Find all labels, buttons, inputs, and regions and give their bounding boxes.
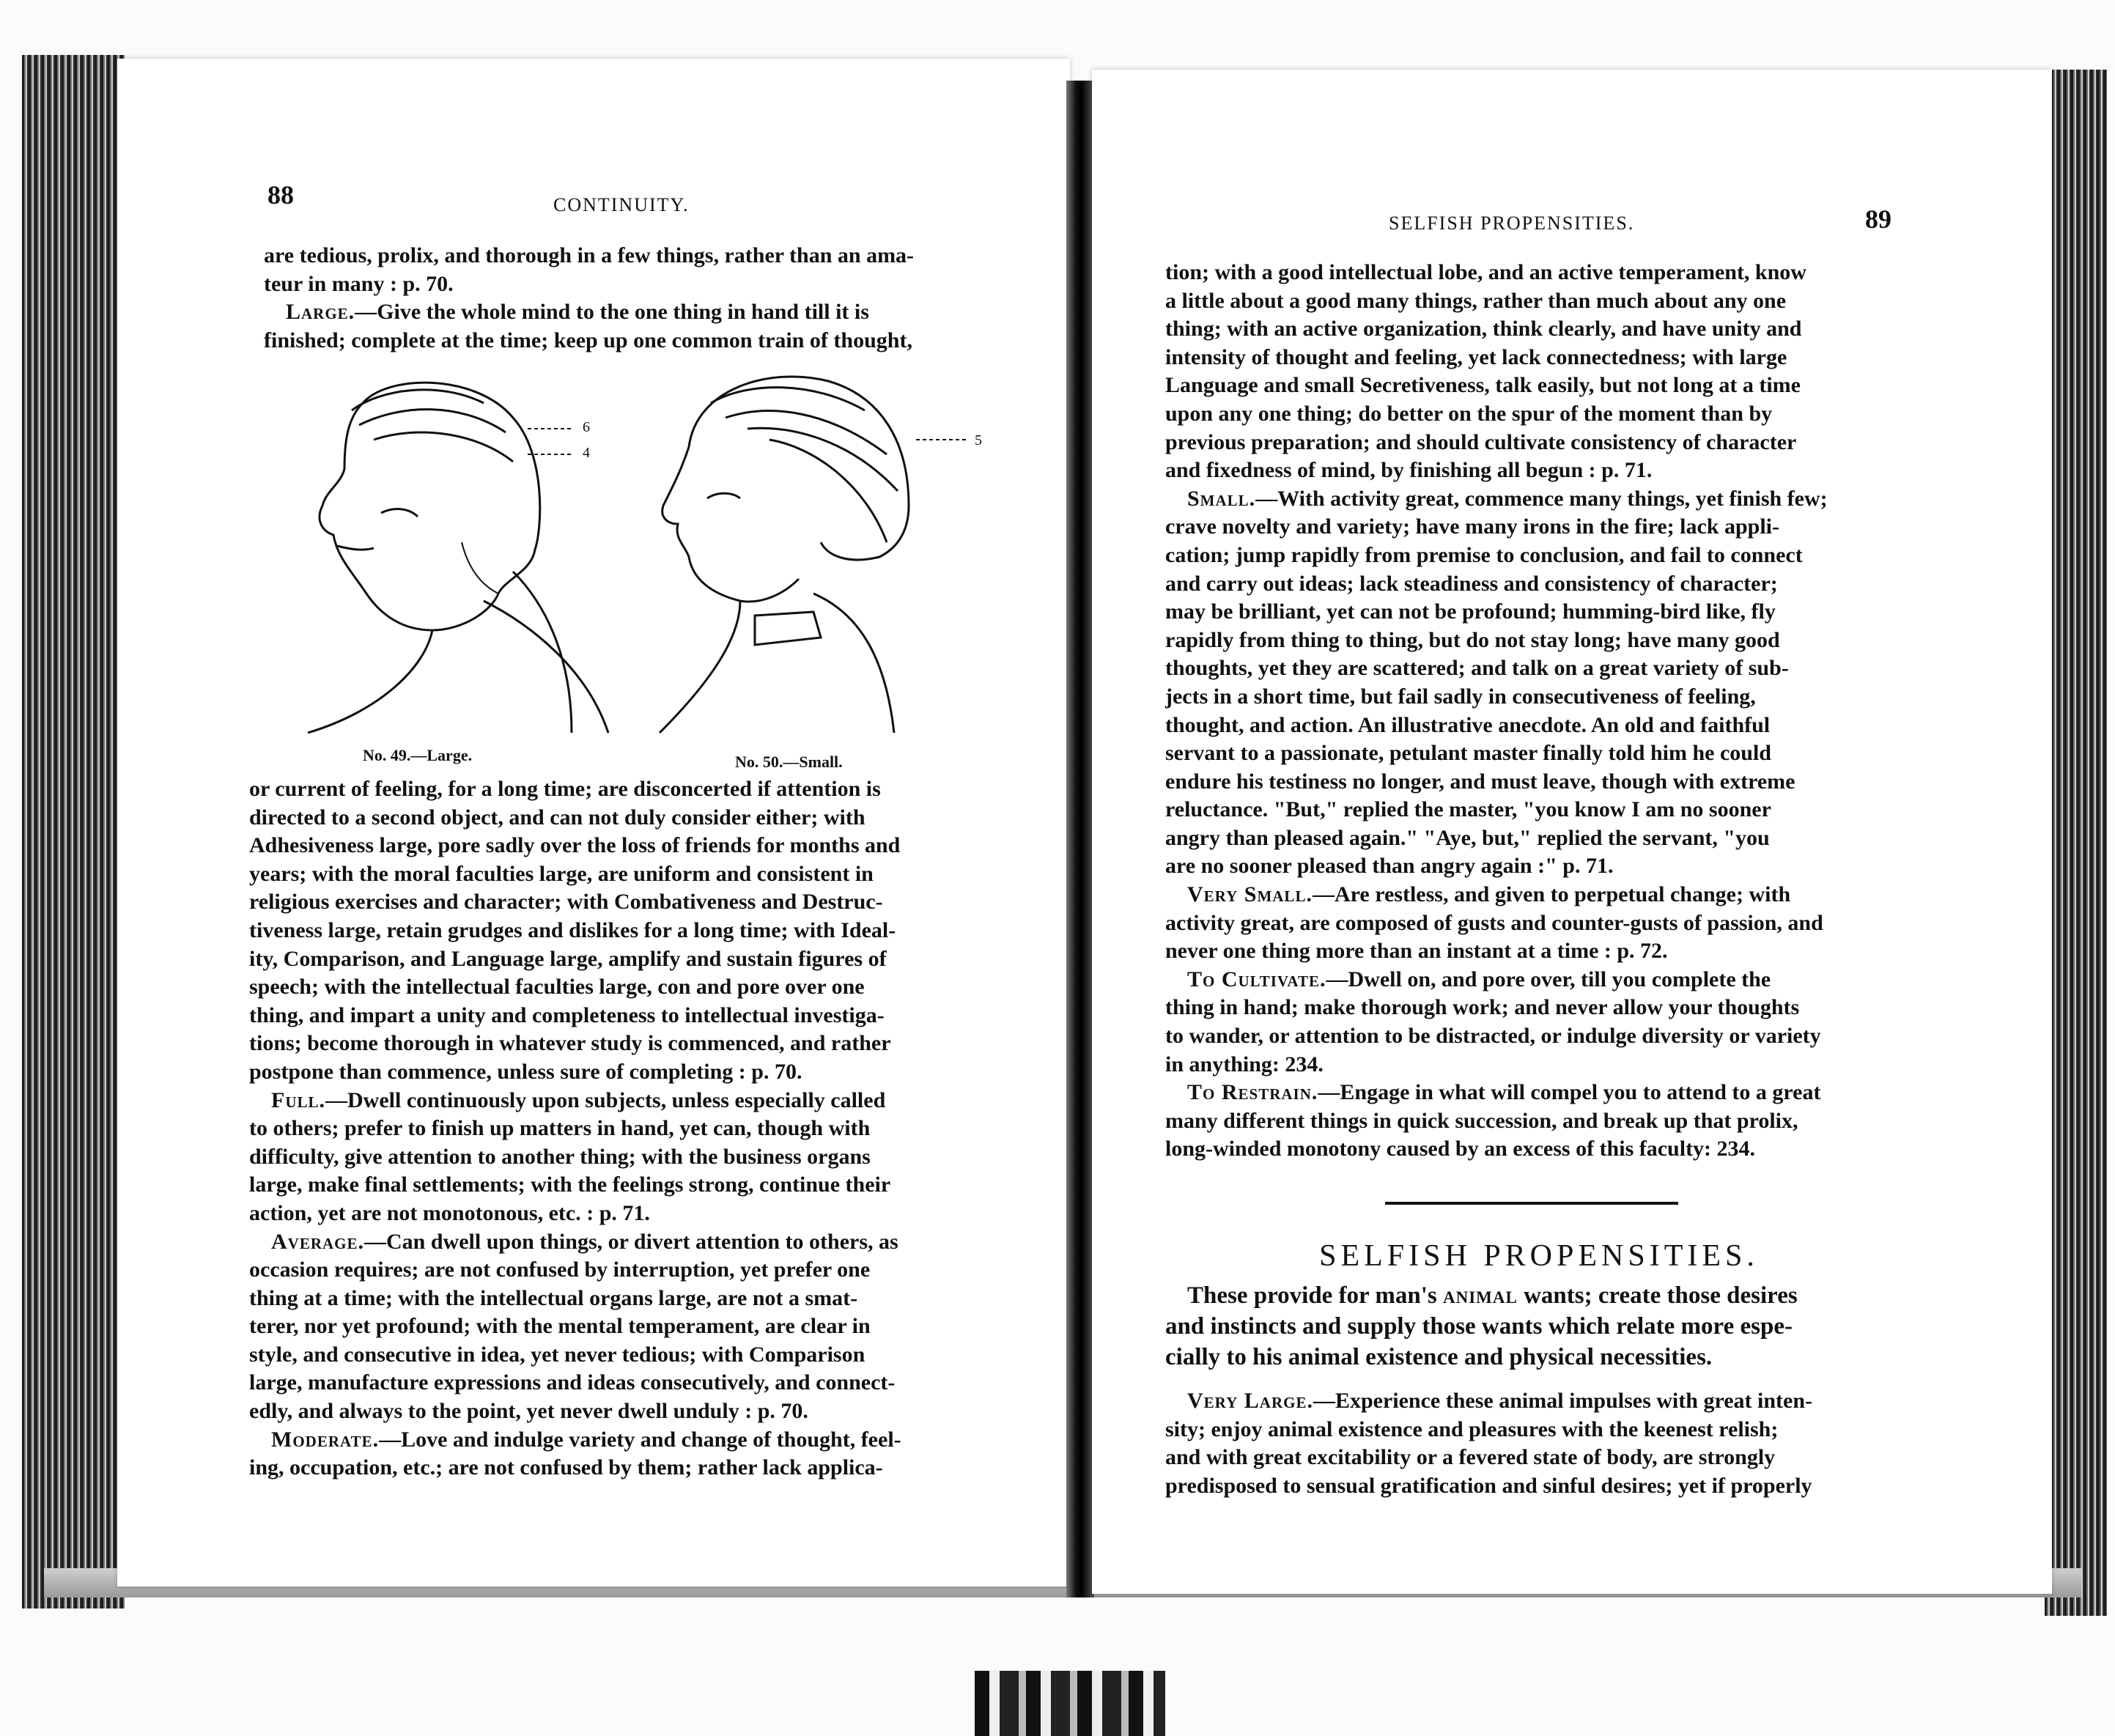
profile-large-illustration <box>308 383 608 733</box>
text-line: angry than pleased again." "Aye, but," replied the servant, "you <box>1165 825 1770 850</box>
text-line: a little about a good many things, rather than much about any one <box>1165 288 1787 313</box>
text-line: or current of feeling, for a long time; are disconcerted if attention is <box>249 777 881 801</box>
text-line: ity, Comparison, and Language large, amplify and sustain figures of <box>249 946 887 971</box>
text-line: in anything: 234. <box>1165 1052 1324 1076</box>
text-line: finished; complete at the time; keep up one common train of thought, <box>264 328 912 352</box>
figure-caption-small: No. 50.—Small. <box>735 753 843 771</box>
text-line: servant to a passionate, petulant master finally told him he could <box>1165 741 1771 766</box>
text-line: thought, and action. An illustrative anecdote. An old and faithful <box>1165 712 1771 737</box>
text-line: occasion requires; are not confused by interruption, yet prefer one <box>249 1257 871 1282</box>
text-line: never one thing more than an instant at a time : p. 72. <box>1165 939 1668 964</box>
left-top-paragraph <box>264 242 993 355</box>
text-line: tions; become thorough in whatever study is commenced, and rather <box>249 1031 891 1056</box>
text-line: previous preparation; and should cultivate consistency of character <box>1165 429 1797 454</box>
text-line: reluctance. "But," replied the master, "you know I am no sooner <box>1165 797 1771 822</box>
text-line: tion; with a good intellectual lobe, and an active temperament, know <box>1165 260 1806 284</box>
figure-mark-5: 5 <box>975 432 982 448</box>
to-cultivate-label: To Cultivate. <box>1187 967 1326 991</box>
average-paragraph-line: Average.—Can dwell upon things, or divert attention to others, as <box>271 1229 898 1254</box>
text-line: years; with the moral faculties large, are uniform and consistent in <box>249 861 874 886</box>
book-page-edges-right <box>2045 70 2107 1616</box>
right-main-text <box>1165 259 1905 1164</box>
text-line: intensity of thought and feeling, yet lack connectedness; with large <box>1165 344 1787 369</box>
text-line: religious exercises and character; with Combativeness and Destruc- <box>249 890 883 915</box>
running-head-right: SELFISH PROPENSITIES. <box>1389 213 1635 234</box>
text-line: Language and small Secretiveness, talk easily, but not long at a time <box>1165 373 1801 398</box>
small-paragraph-line: Small.—With activity great, commence many things, yet finish few; <box>1187 486 1828 511</box>
full-label: Full. <box>271 1087 326 1112</box>
text-line: action, yet are not monotonous, etc. : p. 71. <box>249 1200 650 1225</box>
section-divider <box>1385 1202 1678 1205</box>
large-label: Large. <box>286 300 355 325</box>
text-line: to others; prefer to finish up matters in hand, yet can, though with <box>249 1116 871 1141</box>
text-line: jects in a short time, but fail sadly in consecutiveness of feeling, <box>1165 684 1756 709</box>
book-gutter <box>1066 81 1094 1598</box>
figure-caption-large: No. 49.—Large. <box>363 746 473 764</box>
very-small-paragraph-line: Very Small.—Are restless, and given to perpetual change; with <box>1187 882 1791 907</box>
text-line: thing at a time; with the intellectual organs large, are not a smat- <box>249 1285 858 1310</box>
text-line: ing, occupation, etc.; are not confused by them; rather lack applica- <box>249 1455 883 1480</box>
page-number-right: 89 <box>1865 204 1891 234</box>
page-number-left: 88 <box>267 180 294 210</box>
text-line: and carry out ideas; lack steadiness and consistency of character; <box>1165 571 1778 596</box>
text-line: directed to a second object, and can not duly consider either; with <box>249 805 865 830</box>
figure-mark-4: 4 <box>583 445 590 461</box>
average-label: Average. <box>271 1229 365 1254</box>
text-line: Adhesiveness large, pore sadly over the loss of friends for months and <box>249 833 901 858</box>
text-line: predisposed to sensual gratification and sinful desires; yet if properly <box>1165 1473 1812 1498</box>
text-line: many different things in quick succession, and break up that prolix, <box>1165 1108 1798 1133</box>
text-line: may be brilliant, yet can not be profound; humming-bird like, fly <box>1165 599 1776 624</box>
text-line: style, and consecutive in idea, yet never tedious; with Comparison <box>249 1342 865 1367</box>
text-line: thing, and impart a unity and completeness to intellectual investiga- <box>249 1002 885 1027</box>
text-line: speech; with the intellectual faculties large, con and pore over one <box>249 975 865 1000</box>
text-line: large, manufacture expressions and ideas consecutively, and connect- <box>249 1370 896 1395</box>
section-title: SELFISH PROPENSITIES. <box>1319 1239 1759 1273</box>
text-line: rapidly from thing to thing, but do not stay long; have many good <box>1165 627 1780 652</box>
to-restrain-paragraph-line: To Restrain.—Engage in what will compel you to attend to a great <box>1187 1080 1821 1105</box>
text-line: thing in hand; make thorough work; and never allow your thoughts <box>1165 995 1800 1020</box>
moderate-label: Moderate. <box>271 1427 380 1452</box>
very-large-paragraph <box>1165 1387 1905 1500</box>
text-line: cation; jump rapidly from premise to conclusion, and fail to connect <box>1165 542 1803 567</box>
text-line: are no sooner pleased than angry again :" p. 71. <box>1165 854 1614 879</box>
text-line: are tedious, prolix, and thorough in a few things, rather than an ama- <box>264 243 915 267</box>
book-page-edges-left <box>22 55 125 1608</box>
text-line: long-winded monotony caused by an excess of this faculty: 234. <box>1165 1137 1756 1161</box>
text-line: endure his testiness no longer, and must leave, though with extreme <box>1165 769 1795 794</box>
figure-mark-6: 6 <box>583 419 590 435</box>
text-line: thing; with an active organization, think clearly, and have unity and <box>1165 317 1802 341</box>
text-line: and fixedness of mind, by finishing all begun : p. 71. <box>1165 458 1653 483</box>
text-line: difficulty, give attention to another thing; with the business organs <box>249 1144 871 1169</box>
text-line: and with great excitability or a fevered state of body, are strongly <box>1165 1445 1776 1470</box>
text-line: large, make final settlements; with the feelings strong, continue their <box>249 1172 891 1197</box>
text-line: upon any one thing; do better on the spur of the moment than by <box>1165 401 1773 426</box>
very-large-label: Very Large. <box>1187 1389 1313 1413</box>
left-main-text <box>249 775 986 1482</box>
text-line: postpone than commence, unless sure of completing : p. 70. <box>249 1059 802 1084</box>
intro-animal-word: animal <box>1442 1282 1518 1309</box>
phrenology-profile-illustrations <box>293 359 989 747</box>
text-line: sity; enjoy animal existence and pleasures with the keenest relish; <box>1165 1416 1779 1441</box>
running-head-left: CONTINUITY. <box>553 194 690 215</box>
moderate-paragraph-line: Moderate.—Love and indulge variety and change of thought, feel- <box>271 1427 901 1452</box>
text-line: crave novelty and variety; have many irons in the fire; lack appli- <box>1165 514 1780 539</box>
text-line: edly, and always to the point, yet never dwell unduly : p. 70. <box>249 1399 808 1424</box>
text-line: terer, nor yet profound; with the mental temperament, are clear in <box>249 1314 871 1339</box>
text-line: tiveness large, retain grudges and dislikes for a long time; with Ideal- <box>249 917 896 942</box>
text-line: to wander, or attention to be distracted, or indulge diversity or variety <box>1165 1024 1821 1049</box>
text-line: thoughts, yet they are scattered; and talk on a great variety of sub- <box>1165 656 1789 681</box>
to-cultivate-paragraph-line: To Cultivate.—Dwell on, and pore over, till you complete the <box>1187 967 1771 991</box>
to-restrain-label: To Restrain. <box>1187 1080 1318 1105</box>
section-intro: These provide for man's animal wants; create those desires and instincts and supply those wants which relate more espe- cially to his animal existence and physical necessities. <box>1165 1282 1798 1370</box>
full-paragraph-line: Full.—Dwell continuously upon subjects, unless especially called <box>271 1087 886 1112</box>
bookmark-ribbon <box>975 1671 1165 1736</box>
text-line: activity great, are composed of gusts and counter-gusts of passion, and <box>1165 910 1823 935</box>
very-large-paragraph-line: Very Large.—Experience these animal impulses with great inten- <box>1187 1389 1813 1413</box>
small-label: Small. <box>1187 486 1256 511</box>
very-small-label: Very Small. <box>1187 882 1313 907</box>
text-line: teur in many : p. 70. <box>264 271 454 296</box>
large-paragraph-line: Large.—Give the whole mind to the one thing in hand till it is <box>286 300 869 325</box>
profile-small-illustration <box>660 377 967 733</box>
